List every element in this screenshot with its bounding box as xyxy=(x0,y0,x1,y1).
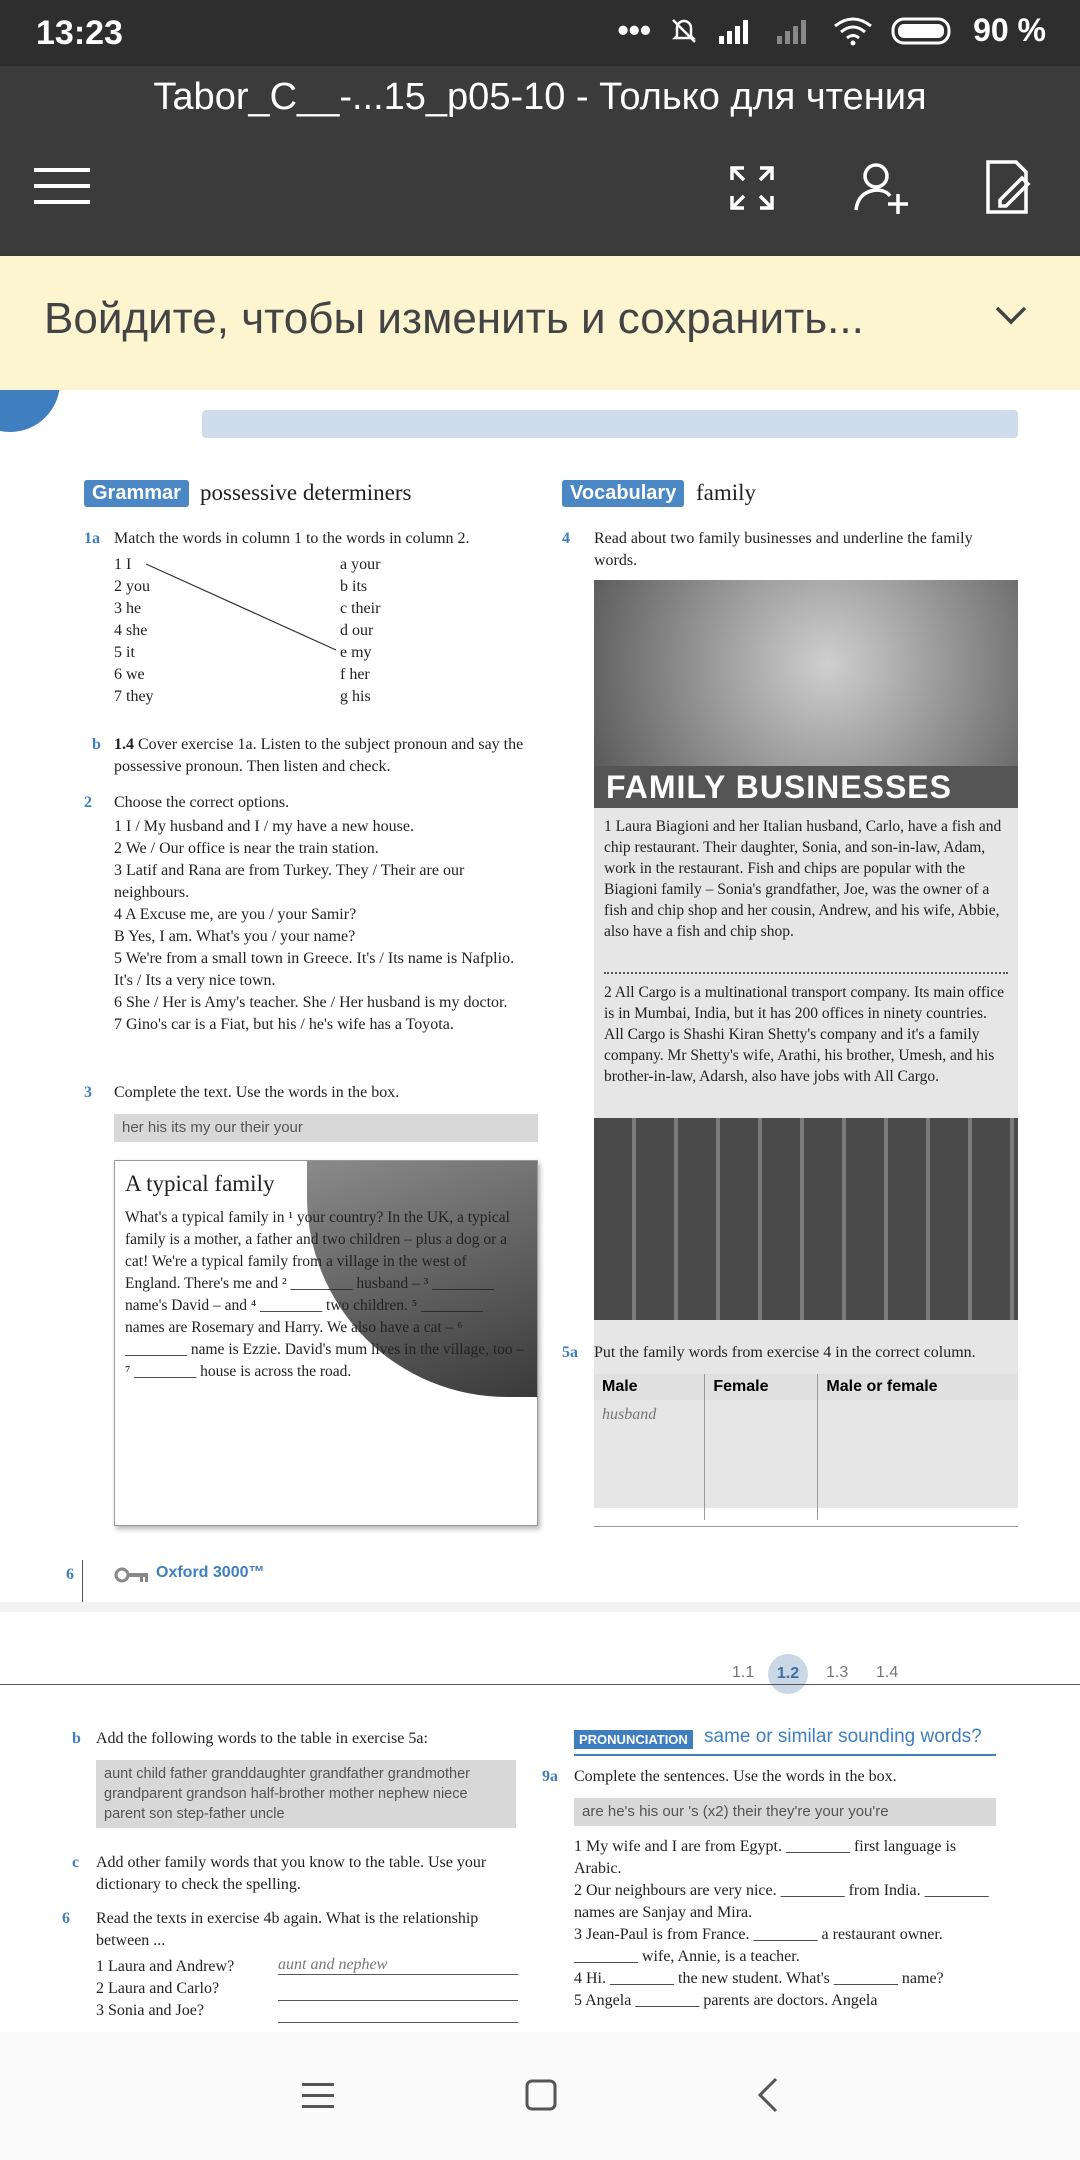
business-paragraph-2: 2 All Cargo is a multinational transport company. Its main office is in Mumbai, India, but it has 200 offices in ninety countries. All Cargo is Shashi Kiran Shetty's company and it's a family company. Mr Shetty's wife, Arathi, his brother, Umesh, and his brother-in-law, Adarsh, also have jobs with All Cargo. xyxy=(604,984,1005,1085)
list-item: b its xyxy=(340,578,368,595)
table-header: Female xyxy=(705,1374,818,1400)
match-column-2 xyxy=(340,554,380,708)
grammar-tag: Grammar xyxy=(84,480,189,507)
recent-apps-icon[interactable] xyxy=(300,2080,336,2112)
list-item: 1 My wife and I are from Egypt. ________ first language is Arabic. xyxy=(574,1838,957,1877)
audio-track[interactable]: 1.4 xyxy=(114,736,134,753)
signin-banner[interactable] xyxy=(0,256,1080,390)
list-item: 4 A Excuse me, are you / your Samir? xyxy=(114,906,357,923)
status-icons xyxy=(617,12,1046,49)
wifi-icon xyxy=(833,16,873,46)
pager-item[interactable]: 1.4 xyxy=(876,1664,899,1681)
exercise-instruction: Complete the text. Use the words in the box. xyxy=(114,1084,400,1101)
pager-item-active[interactable]: 1.2 xyxy=(768,1654,808,1694)
signal-2-icon xyxy=(775,16,815,46)
list-item: 5 it xyxy=(114,644,135,661)
list-item: 3 Jean-Paul is from France. ________ a restaurant owner. ________ wife, Annie, is a teacher. xyxy=(574,1926,943,1965)
list-item: 7 they xyxy=(114,688,154,705)
header-strip xyxy=(202,410,1018,438)
word-box: aunt child father granddaughter grandfather grandmother grandparent grandson half-brother mother nephew niece parent son step-father uncle xyxy=(96,1760,516,1828)
answer-line xyxy=(278,2022,518,2023)
list-item: 5 We're from a small town in Greece. It's / Its name is Nafplio. It's / Its a very nice town. xyxy=(114,950,515,989)
exercise-6-list xyxy=(96,1956,296,2022)
exercise-instruction xyxy=(114,734,534,778)
exercise-instruction: Add the following words to the table in exercise 5a: xyxy=(96,1730,428,1747)
divider xyxy=(82,1560,83,1602)
exercise-number: 5a xyxy=(562,1344,578,1361)
exercise-2-list xyxy=(114,816,524,1036)
pager-item[interactable]: 1.3 xyxy=(826,1664,849,1681)
match-line xyxy=(140,560,340,660)
list-item: 3 Latif and Rana are from Turkey. They / Their are our neighbours. xyxy=(114,862,465,901)
list-item: d our xyxy=(340,622,374,639)
menu-icon[interactable] xyxy=(34,164,92,210)
battery-icon xyxy=(891,16,955,46)
list-item: g his xyxy=(340,688,371,705)
answer-line xyxy=(278,2000,518,2001)
family-words-table xyxy=(594,1374,1018,1520)
home-icon[interactable] xyxy=(524,2078,558,2112)
table-cell: husband xyxy=(594,1400,705,1520)
list-item: 2 Laura and Carlo? xyxy=(96,1980,220,1997)
system-nav-bar xyxy=(0,2032,1080,2160)
table-header: Male xyxy=(594,1374,705,1400)
list-item: 1 I xyxy=(114,556,132,573)
chevron-down-icon[interactable] xyxy=(994,304,1028,326)
exercise-instruction: Match the words in column 1 to the words in column 2. xyxy=(114,530,470,547)
list-item: 3 Sonia and Joe? xyxy=(96,2002,204,2019)
document-page-2[interactable] xyxy=(0,1612,1080,2032)
typical-family-box xyxy=(114,1160,538,1526)
box-title: A typical family xyxy=(125,1171,275,1196)
exercise-instruction: Put the family words from exercise 4 in the correct column. xyxy=(594,1344,976,1361)
exercise-number: 9a xyxy=(542,1768,558,1785)
fish-and-chips-photo xyxy=(594,580,1018,766)
pronunciation-tag: PRONUNCIATION xyxy=(574,1730,693,1749)
exercise-number: b xyxy=(92,736,101,753)
exercise-number: 3 xyxy=(84,1084,92,1101)
instruction-text: Cover exercise 1a. Listen to the subject pronoun and say the possessive pronoun. Then listen and check. xyxy=(114,736,524,775)
grammar-title: possessive determiners xyxy=(200,480,412,505)
add-user-icon[interactable] xyxy=(854,160,910,216)
pronunciation-title: same or similar sounding words? xyxy=(704,1726,982,1747)
exercise-instruction: Choose the correct options. xyxy=(114,794,290,811)
table-cell xyxy=(705,1400,818,1520)
exercise-number: c xyxy=(72,1854,80,1871)
edit-document-icon[interactable] xyxy=(984,158,1036,216)
list-item: 1 Laura and Andrew? xyxy=(96,1958,235,1975)
exercise-number: 6 xyxy=(62,1910,70,1927)
exercise-instruction: Read about two family businesses and underline the family words. xyxy=(594,530,973,569)
list-item: f her xyxy=(340,666,370,683)
list-item: 2 Our neighbours are very nice. ________ from India. ________ names are Sanjay and Mira. xyxy=(574,1882,989,1921)
table-bottom-rule xyxy=(594,1526,1018,1527)
app-bar xyxy=(0,66,1080,256)
word-box: are he's his our 's (x2) their they're your you're xyxy=(574,1798,996,1826)
list-item: e my xyxy=(340,644,372,661)
notification-dots-icon: ••• xyxy=(617,12,652,48)
battery-percent: 90 % xyxy=(973,12,1046,48)
table-cell xyxy=(818,1400,1018,1520)
list-item: 6 we xyxy=(114,666,145,683)
signin-banner-text: Войдите, чтобы изменить и сохранить... xyxy=(44,294,864,343)
answer-line: aunt and nephew xyxy=(278,1956,518,1975)
word-box: her his its my our their your xyxy=(114,1114,538,1142)
exercise-instruction: Add other family words that you know to the table. Use your dictionary to check the spelling. xyxy=(96,1854,487,1893)
shipping-containers-photo xyxy=(594,1118,1018,1320)
list-item: 5 Angela ________ parents are doctors. Angela xyxy=(574,1992,878,2009)
status-time: 13:23 xyxy=(36,14,123,52)
mute-icon xyxy=(669,16,699,46)
list-item: B Yes, I am. What's you / your name? xyxy=(114,928,356,945)
box-text: What's a typical family in ¹ your country? In the UK, a typical family is a mother, a father and two children – plus a dog or a cat! We're a typical family from a village in the west of England. There's me and ² ________ husband – ³ ________ name's David – and ⁴ ________ two children. ⁵ ________ names are Rosemary and Harry. We also have a cat – ⁶ ________ name is Ezzie. David's mum lives in the village, too – ⁷ ________ house is across the road. xyxy=(125,1209,525,1380)
divider xyxy=(604,972,1008,974)
list-item: 4 she xyxy=(114,622,148,639)
table-header: Male or female xyxy=(818,1374,1018,1400)
signal-icon xyxy=(717,16,757,46)
back-icon[interactable] xyxy=(754,2076,780,2114)
exercise-9a-list xyxy=(574,1836,994,2012)
list-item: c their xyxy=(340,600,381,617)
vocabulary-tag: Vocabulary xyxy=(562,480,684,507)
key-icon xyxy=(114,1566,150,1584)
list-item: 1 I / My husband and I / my have a new house. xyxy=(114,818,414,835)
pager-item[interactable]: 1.1 xyxy=(732,1664,755,1681)
list-item: a your xyxy=(340,556,381,573)
exercise-number: b xyxy=(72,1730,81,1747)
list-item: 4 Hi. ________ the new student. What's ________ name? xyxy=(574,1970,944,1987)
exercise-instruction: Complete the sentences. Use the words in the box. xyxy=(574,1768,897,1785)
document-page-1[interactable] xyxy=(0,390,1080,1602)
business-paragraph-1: 1 Laura Biagioni and her Italian husband, Carlo, have a fish and chip restaurant. Their daughter, Sonia, and son-in-law, Adam, work in the restaurant. Fish and chips are popular with the Biagioni family – Sonia's grandfather, Joe, was the owner of a fish and chip shop and her cousin, Andrew, and his wife, Abbie, also have a fish and chip shop. xyxy=(604,818,1002,940)
exercise-number: 1a xyxy=(84,530,100,547)
exercise-number: 4 xyxy=(562,530,570,547)
page-corner-decoration xyxy=(0,390,60,432)
fullscreen-icon[interactable] xyxy=(728,164,776,212)
list-item: 3 he xyxy=(114,600,142,617)
divider xyxy=(0,1684,1080,1685)
exercise-instruction: Read the texts in exercise 4b again. What is the relationship between ... xyxy=(96,1910,479,1949)
list-item: 6 She / Her is Amy's teacher. She / Her husband is my doctor. xyxy=(114,994,508,1011)
page-number: 6 xyxy=(66,1566,74,1583)
list-item: 2 you xyxy=(114,578,150,595)
list-item: 7 Gino's car is a Fiat, but his / he's wife has a Toyota. xyxy=(114,1016,454,1033)
exercise-number: 2 xyxy=(84,794,92,811)
divider xyxy=(574,1754,996,1756)
list-item: 2 We / Our office is near the train station. xyxy=(114,840,379,857)
family-businesses-banner: FAMILY BUSINESSES xyxy=(594,766,1018,808)
document-title: Tabor_C__-...15_p05-10 - Только для чтения xyxy=(153,76,927,118)
status-bar xyxy=(0,0,1080,66)
oxford-3000-label: Oxford 3000™ xyxy=(156,1564,265,1581)
vocabulary-title: family xyxy=(696,480,757,505)
